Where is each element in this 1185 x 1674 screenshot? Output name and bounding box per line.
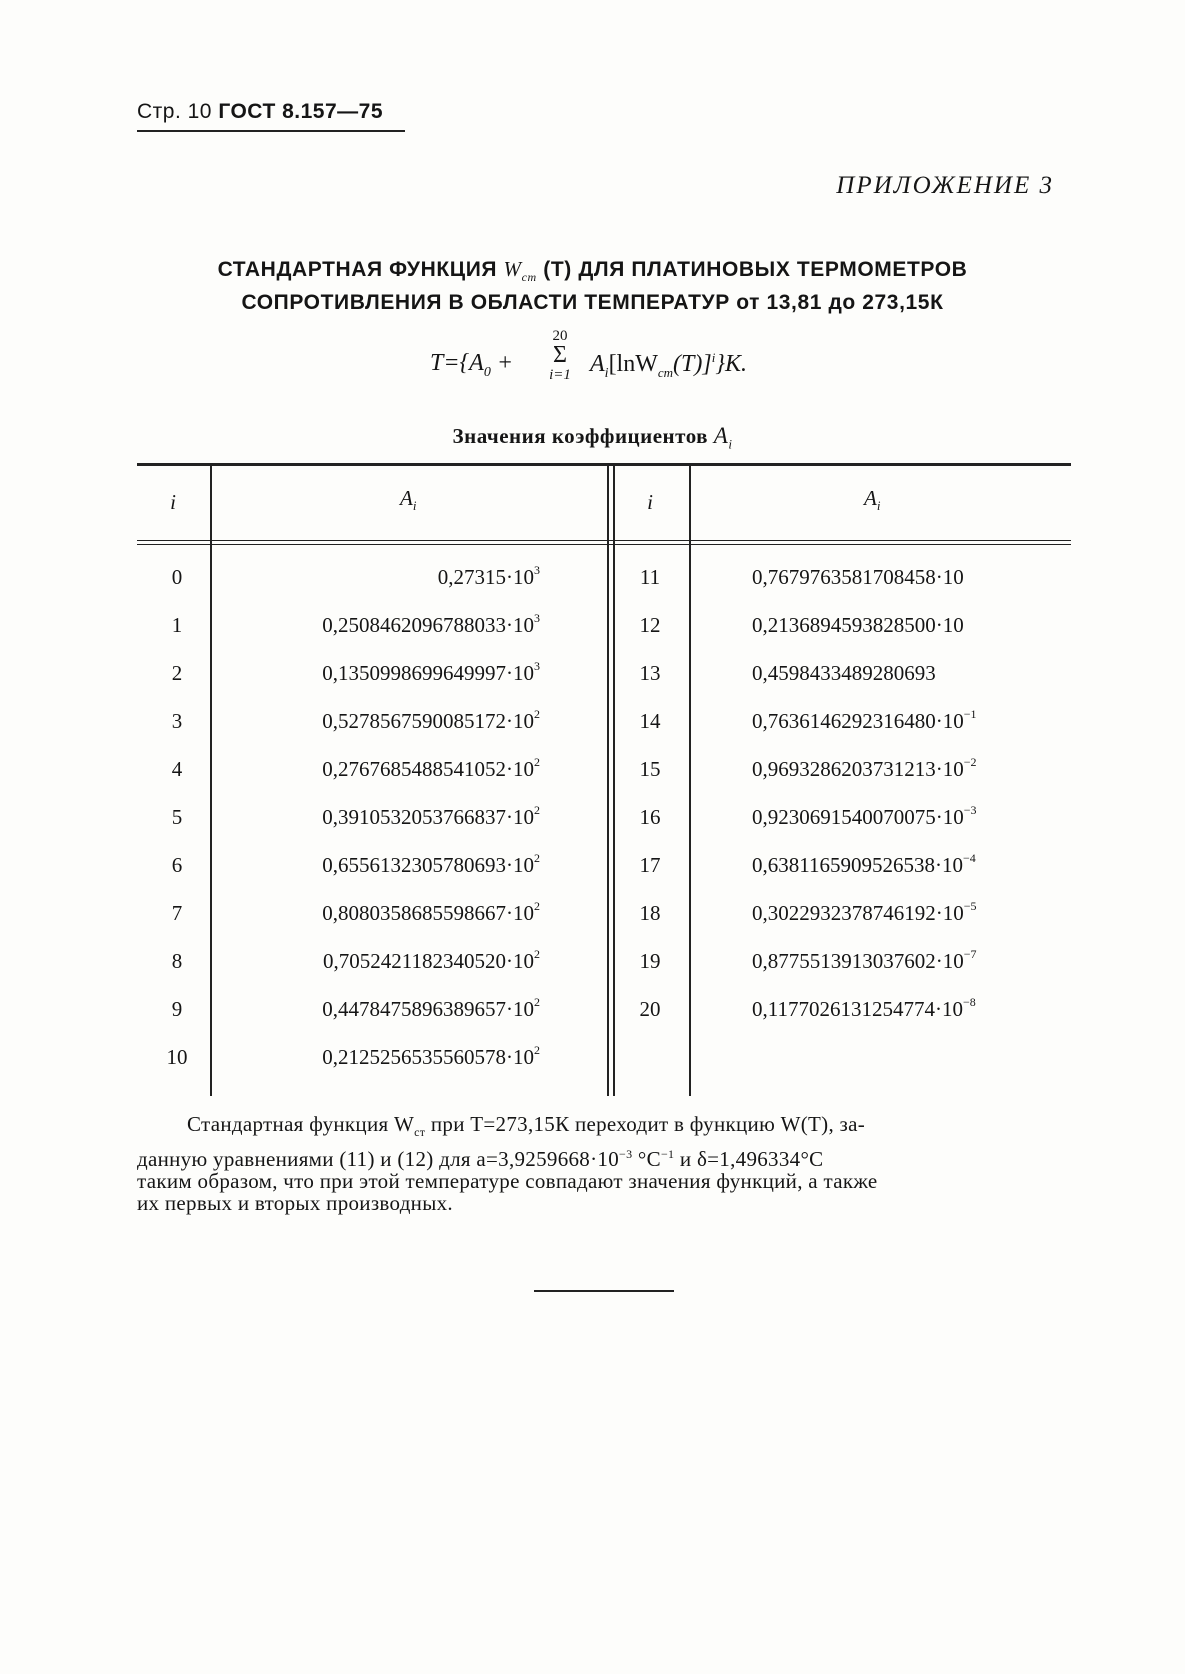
multiply-ten: ·10 [935, 949, 964, 973]
row-index-right: 18 [639, 901, 661, 925]
sum-operator [540, 328, 580, 384]
column-divider-2a [607, 466, 609, 1096]
row-index-right: 13 [639, 661, 661, 685]
row-index-left: 5 [171, 805, 183, 829]
page-header [137, 100, 405, 132]
header-i-left: i [170, 490, 176, 514]
coefficient-mantissa: 0,5278567590085172 [322, 709, 506, 733]
paragraph-line-1: Стандартная функция $W_{ст}$ при T=273,15К переходит в функцию W(T), за- [187, 1112, 866, 1140]
coefficient-mantissa: 0,4478475896389657 [322, 997, 506, 1021]
multiply-ten: ·10 [506, 1045, 534, 1069]
multiply-ten: ·10 [506, 661, 534, 685]
formula-end: }K. [715, 351, 747, 377]
coefficient-value-left [322, 1045, 540, 1070]
formula-tail: (T)] [673, 351, 712, 377]
sum-lower-limit: i=1 [549, 367, 571, 383]
paragraph-line-2: данную уравнениями (11) и (12) для $a=3,9259668\cdot 10^{-3}$ $^\circ C^{-1}$ и δ=1,496334°C [137, 1147, 824, 1172]
coefficient-exponent: −4 [962, 851, 976, 865]
header-i-right: i [647, 490, 653, 514]
coefficient-mantissa: 0,3910532053766837 [322, 805, 506, 829]
column-divider-2b [613, 466, 615, 1096]
coefficient-exponent: 2 [534, 995, 540, 1009]
coefficient-exponent: −2 [963, 755, 977, 769]
appendix-label: ПРИЛОЖЕНИЕ 3 [836, 172, 1054, 199]
main-formula [0, 328, 1185, 398]
row-index-left: 6 [171, 853, 183, 877]
coefficient-mantissa: 0,2508462096788033 [322, 613, 506, 637]
coefficient-value-right [752, 565, 964, 590]
table-top-rule [137, 463, 1071, 466]
multiply-ten: ·10 [935, 757, 964, 781]
caption-symbol: $A_i$ [713, 423, 733, 452]
row-index-right: 20 [639, 997, 661, 1021]
multiply-ten: ·10 [935, 805, 964, 829]
footnote-paragraph [137, 1113, 1075, 1214]
coefficient-mantissa: 0,7636146292316480 [752, 709, 936, 733]
formula-w-sub: ст [657, 364, 674, 380]
formula-a-sub: i [604, 365, 609, 381]
coefficient-exponent: 3 [534, 563, 540, 577]
row-index-left: 10 [166, 1045, 188, 1069]
coefficient-mantissa: 0,6556132305780693 [322, 853, 506, 877]
coefficient-mantissa: 0,3022932378746192 [752, 901, 936, 925]
row-index-right: 12 [639, 613, 661, 637]
multiply-ten: ·10 [506, 709, 534, 733]
row-index-right: 16 [639, 805, 661, 829]
coefficient-value-right [752, 757, 977, 782]
coefficient-mantissa: 0,8080358685598667 [322, 901, 506, 925]
coefficient-value-right [752, 853, 976, 878]
formula-lhs-sub: 0 [483, 364, 491, 380]
coefficient-value-left [322, 757, 540, 782]
coefficient-value-left [322, 853, 540, 878]
coefficient-mantissa: 0,8775513913037602 [752, 949, 936, 973]
row-index-left: 0 [171, 565, 183, 589]
paragraph-line-4: их первых и вторых производных. [137, 1191, 453, 1216]
coefficient-mantissa: 0,27315 [437, 565, 506, 589]
row-index-left: 1 [171, 613, 183, 637]
multiply-ten: ·10 [935, 709, 964, 733]
coefficient-exponent: 2 [534, 803, 540, 817]
row-index-left: 7 [171, 901, 183, 925]
multiply-ten: ·10 [934, 853, 963, 877]
column-divider-3 [689, 466, 691, 1096]
coefficient-exponent: 2 [534, 851, 540, 865]
multiply-ten: ·10 [506, 853, 534, 877]
multiply-ten: ·10 [506, 949, 534, 973]
coefficient-exponent: −3 [963, 803, 977, 817]
coefficient-mantissa: 0,6381165909526538 [752, 853, 935, 877]
multiply-ten: ·10 [506, 805, 534, 829]
coefficient-value-left [322, 613, 540, 638]
coefficient-value-right [752, 613, 964, 638]
coefficient-mantissa: 0,2125256535560578 [322, 1045, 506, 1069]
row-index-right: 19 [639, 949, 661, 973]
multiply-ten: ·10 [506, 997, 534, 1021]
coefficient-exponent: −8 [962, 995, 976, 1009]
end-rule [534, 1290, 674, 1292]
coefficient-exponent: 2 [534, 899, 540, 913]
w-symbol: $W_{ст}$ [503, 257, 537, 285]
formula-lhs: T={A [430, 350, 484, 376]
coefficient-mantissa: 0,2136894593828500 [752, 613, 936, 637]
row-index-left: 4 [171, 757, 183, 781]
row-index-right: 11 [639, 565, 661, 589]
multiply-ten: ·10 [506, 613, 534, 637]
page-number: Стр. 10 [137, 100, 212, 123]
column-divider-1 [210, 466, 212, 1096]
coefficient-value-right [752, 901, 977, 926]
coefficient-value-left [322, 901, 540, 926]
multiply-ten: ·10 [934, 997, 963, 1021]
coefficient-value-left [322, 661, 540, 686]
coefficient-value-right [752, 661, 936, 686]
multiply-ten: ·10 [935, 613, 964, 637]
row-index-right: 17 [639, 853, 661, 877]
formula-plus: + [496, 350, 514, 376]
row-index-left: 9 [171, 997, 183, 1021]
coefficient-mantissa: 0,4598433489280693 [752, 661, 936, 685]
title-text-a: СТАНДАРТНАЯ ФУНКЦИЯ [217, 258, 498, 281]
coefficient-value-left [322, 997, 540, 1022]
coefficient-mantissa: 0,1350998699649997 [322, 661, 506, 685]
coefficient-value-left [438, 565, 540, 590]
standard-code: ГОСТ 8.157—75 [218, 100, 384, 123]
coefficient-exponent: 2 [534, 755, 540, 769]
coefficient-mantissa: 0,9693286203731213 [752, 757, 936, 781]
multiply-ten: ·10 [935, 565, 964, 589]
sum-upper-limit: 20 [552, 328, 568, 344]
row-index-right: 15 [639, 757, 661, 781]
multiply-ten: ·10 [506, 901, 534, 925]
row-index-left: 3 [171, 709, 183, 733]
coefficient-exponent: 2 [534, 1043, 540, 1057]
coefficient-value-right [752, 949, 977, 974]
title-text-b: (T) ДЛЯ ПЛАТИНОВЫХ ТЕРМОМЕТРОВ [543, 258, 968, 281]
header-a-right: $A_i$ [864, 486, 881, 514]
formula-power: i [711, 350, 716, 365]
coefficient-exponent: −1 [963, 707, 977, 721]
coefficient-mantissa: 0,9230691540070075 [752, 805, 936, 829]
coefficient-exponent: 3 [534, 611, 540, 625]
coefficient-exponent: −7 [963, 947, 977, 961]
coefficient-value-right [752, 805, 977, 830]
coefficient-exponent: 2 [534, 947, 540, 961]
table-header-rule-1 [137, 540, 1071, 541]
coefficient-value-left [322, 709, 540, 734]
coefficient-exponent: −5 [963, 899, 977, 913]
table-header-rule-2 [137, 544, 1071, 545]
formula-ln-w: [lnW [608, 351, 658, 377]
formula-a: A [590, 351, 605, 377]
coefficient-mantissa: 0,7052421182340520 [323, 949, 506, 973]
paragraph-line-3: таким образом, что при этой температуре совпадают значения функций, а также [137, 1169, 878, 1194]
coefficient-mantissa: 0,1177026131254774 [752, 997, 935, 1021]
row-index-left: 2 [171, 661, 183, 685]
header-a-left: $A_i$ [400, 486, 417, 514]
coefficient-mantissa: 0,7679763581708458 [752, 565, 936, 589]
coefficient-value-left [323, 949, 540, 974]
sigma-symbol: Σ [553, 342, 567, 368]
multiply-ten: ·10 [935, 901, 964, 925]
coefficient-mantissa: 0,2767685488541052 [322, 757, 506, 781]
table-caption [0, 423, 1185, 453]
row-index-right: 14 [639, 709, 661, 733]
coefficient-value-left [322, 805, 540, 830]
caption-text: Значения коэффициентов [452, 424, 709, 448]
coefficient-exponent: 2 [534, 707, 540, 721]
coefficient-value-right [752, 709, 977, 734]
row-index-left: 8 [171, 949, 183, 973]
coefficient-value-right [752, 997, 976, 1022]
coefficient-exponent: 3 [534, 659, 540, 673]
document-title-line-2: СОПРОТИВЛЕНИЯ В ОБЛАСТИ ТЕМПЕРАТУР от 13,81 до 273,15К [241, 291, 944, 314]
multiply-ten: ·10 [506, 565, 534, 589]
multiply-ten: ·10 [506, 757, 534, 781]
